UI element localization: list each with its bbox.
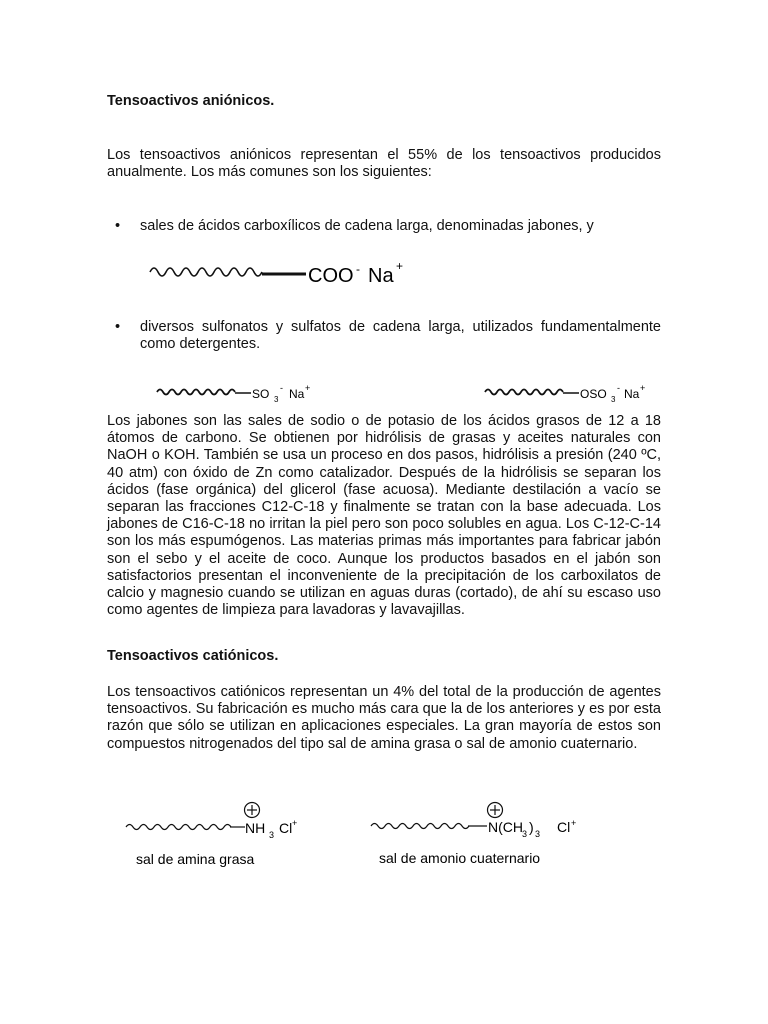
ammonium-group-b: ) bbox=[529, 819, 534, 835]
sulfonate-charge: - bbox=[280, 383, 283, 393]
alkyl-chain-wave bbox=[371, 824, 469, 829]
bullet-sulfonates: diversos sulfonatos y sulfatos de cadena larga, utilizados fundamentalmente como detergentes. bbox=[140, 319, 661, 353]
ammonium-subscript: 3 bbox=[522, 829, 528, 839]
sodium-cation: Na bbox=[368, 265, 394, 287]
sulfate-subscript: 3 bbox=[611, 395, 616, 404]
ammonium-salt-formula bbox=[369, 798, 609, 873]
alkyl-chain-wave bbox=[150, 268, 262, 276]
carboxylate-group: COO bbox=[308, 265, 354, 287]
sulfonate-formula bbox=[155, 380, 335, 404]
sulfate-formula bbox=[483, 380, 663, 404]
sodium-charge: + bbox=[396, 259, 404, 273]
amine-anion: Cl bbox=[279, 820, 293, 836]
sulfonate-subscript: 3 bbox=[274, 395, 279, 404]
alkyl-chain-wave bbox=[157, 390, 235, 395]
carboxylate-charge: - bbox=[356, 262, 360, 276]
alkyl-chain-wave bbox=[126, 825, 231, 830]
heading-cationic: Tensoactivos catiónicos. bbox=[107, 648, 279, 664]
ammonium-caption: sal de amonio cuaternario bbox=[379, 850, 541, 866]
soaps-paragraph: Los jabones son las sales de sodio o de potasio de los ácidos grasos de 12 a 18 átomos de carbono. Se obtienen por hidrólisis de grasas y aceites naturales con NaOH o KOH. También se usa un proceso en dos pasos, hidrólisis a presión (240 ºC, 40 atm) con óxido de Zn como catalizador. Después de la hidrólisis se separan los ácidos (fase orgánica) del glicerol (fase acuosa). Mediante destilación a vacío se separan las fracciones C12-C-18 y finalmente se tratan con la base adecuada. Los jabones de C16-C-18 no irritan la piel pero son poco solubles en agua. Los C-12-C-14 son los más espumógenos. Las materias primas más importantes para fabricar jabón son el sebo y el aceite de coco. Aunque los productos basados en el jabón son satisfactorios presentan el inconveniente de la precipitación de los carboxilatos de calcio y magnesio cuando se utilizan en aguas duras (cortado), de ahí su escaso uso como agentes de limpieza para lavadoras y lavavajillas. bbox=[107, 413, 661, 619]
amine-caption: sal de amina grasa bbox=[136, 851, 255, 867]
sulfate-group: OSO bbox=[580, 387, 607, 401]
sulfonate-cation-charge: + bbox=[305, 383, 311, 393]
alkyl-chain-wave bbox=[485, 390, 563, 395]
heading-anionic: Tensoactivos aniónicos. bbox=[107, 93, 275, 109]
amine-salt-formula bbox=[124, 798, 324, 873]
sulfonate-group: SO bbox=[252, 387, 270, 401]
amine-group: NH bbox=[245, 820, 266, 836]
intro-paragraph: Los tensoactivos aniónicos representan el 55% de los tensoactivos producidos anualmente. Los más comunes son los siguientes: bbox=[107, 147, 661, 181]
ammonium-anion: Cl bbox=[557, 819, 571, 835]
sulfate-cation: Na bbox=[624, 387, 640, 401]
ammonium-subscript2: 3 bbox=[535, 829, 541, 839]
amine-subscript: 3 bbox=[269, 830, 275, 840]
carboxylate-formula bbox=[148, 255, 418, 291]
ammonium-group-a: N(CH bbox=[488, 819, 523, 835]
sulfate-charge: - bbox=[617, 383, 620, 393]
ammonium-anion-charge: + bbox=[571, 818, 577, 828]
bullet-carboxylates: sales de ácidos carboxílicos de cadena larga, denominadas jabones, y bbox=[140, 218, 594, 234]
amine-anion-charge: + bbox=[292, 818, 298, 828]
sulfate-cation-charge: + bbox=[640, 383, 646, 393]
cationic-paragraph: Los tensoactivos catiónicos representan un 4% del total de la producción de agentes tensoactivos. Su fabricación es mucho más cara que la de los anteriores y es por esta razón que sólo se utilizan en aplicaciones especiales. La gran mayoría de estos son compuestos nitrogenados del tipo sal de amina grasa o sal de amonio cuaternario. bbox=[107, 684, 661, 752]
bullet-marker: • bbox=[115, 218, 121, 234]
bullet-marker: • bbox=[115, 319, 121, 335]
sulfonate-cation: Na bbox=[289, 387, 305, 401]
